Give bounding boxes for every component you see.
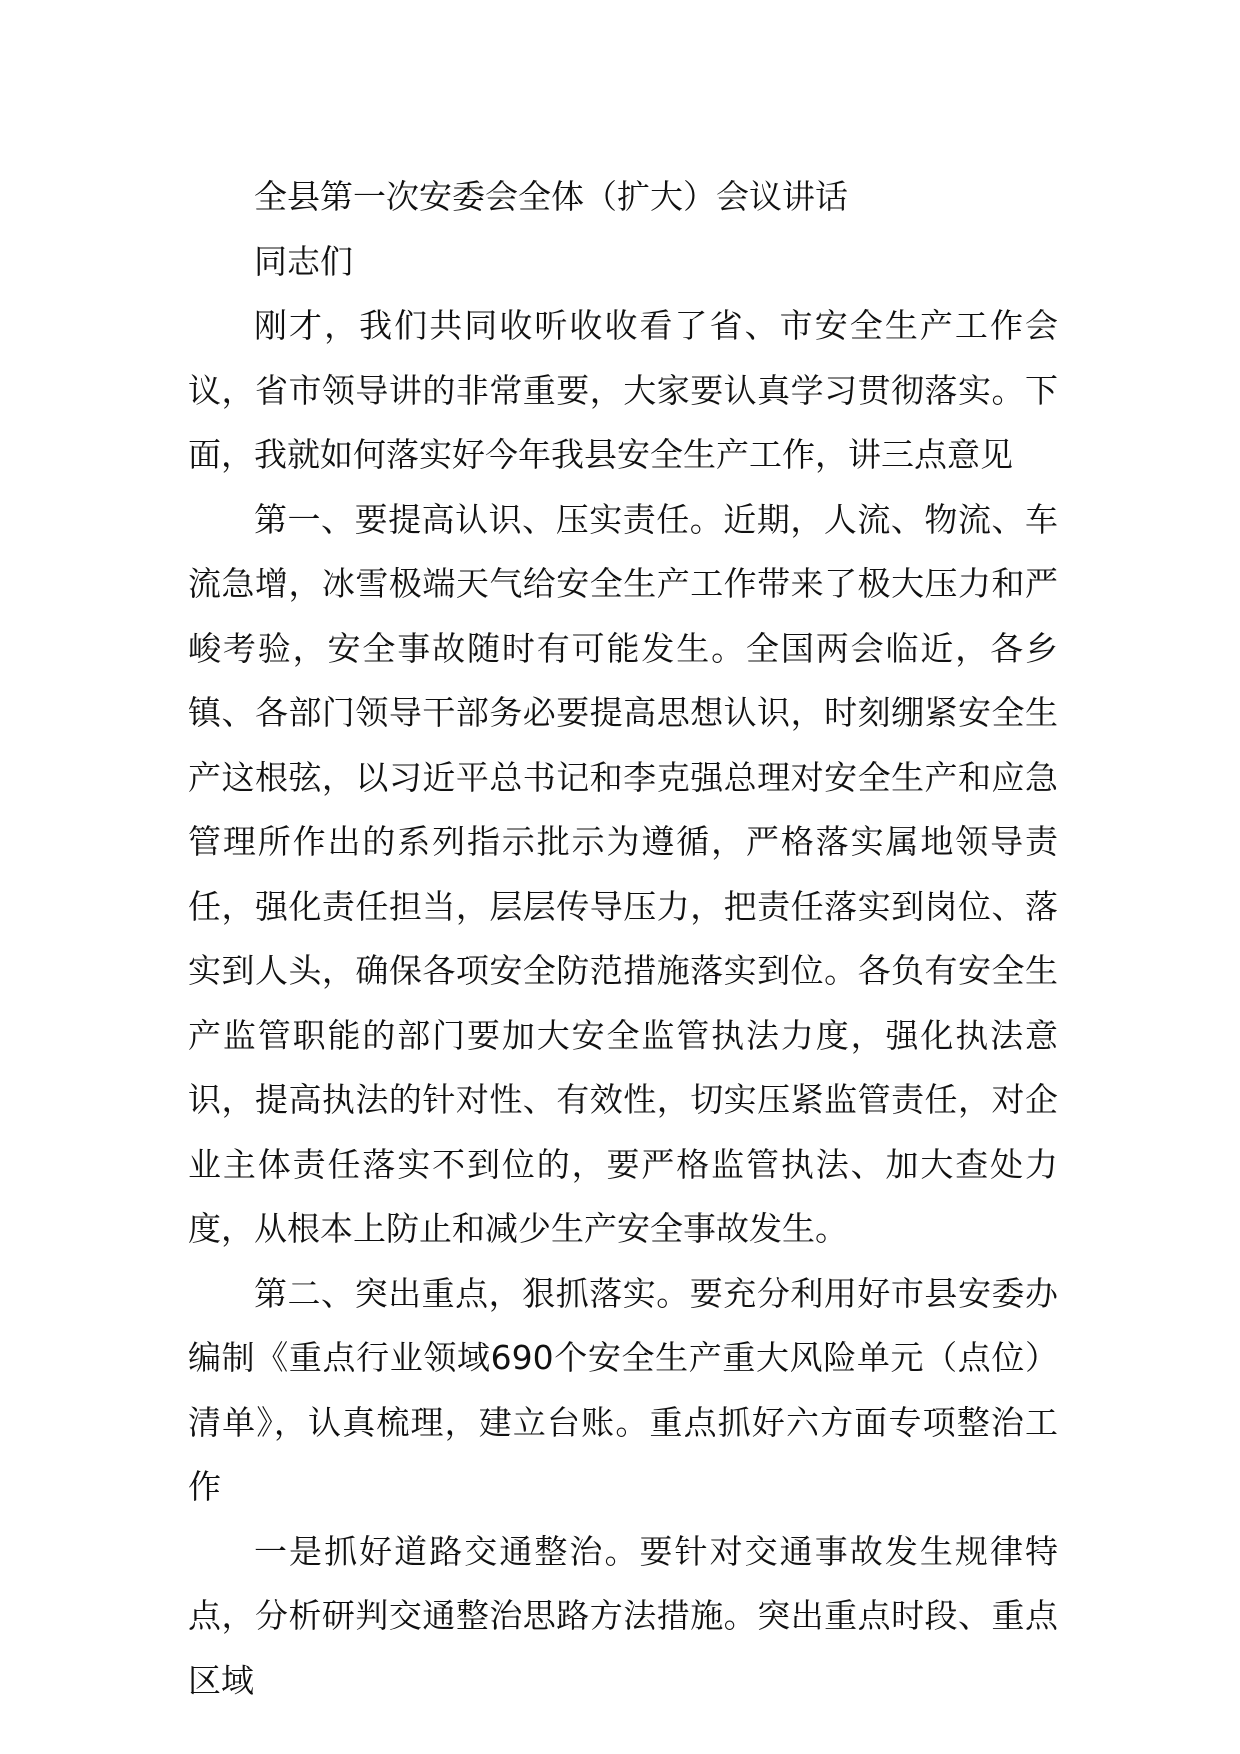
paragraph-road-traffic: 一是抓好道路交通整治。要针对交通事故发生规律特点，分析研判交通整治思路方法措施。突出重点时段、重点区域 xyxy=(188,1531,1058,1700)
paragraph-intro: 刚才，我们共同收听收收看了省、市安全生产工作会议，省市领导讲的非常重要，大家要认真学习贯彻落实。下面，我就如何落实好今年我县安全生产工作，讲三点意见 xyxy=(188,306,1058,474)
paragraph-second-point: 第二、突出重点，狠抓落实。要充分利用好市县安委办编制《重点行业领域690个安全生产重大风险单元（点位）清单》，认真梳理，建立台账。重点抓好六方面专项整治工作 xyxy=(188,1273,1058,1506)
document-title: 全县第一次安委会全体（扩大）会议讲话 xyxy=(254,177,848,216)
paragraph-first-point: 第一、要提高认识、压实责任。近期，人流、物流、车流急增，冰雪极端天气给安全生产工作带来了极大压力和严峻考验，安全事故随时有可能发生。全国两会临近，各乡镇、各部门领导干部务必要提高思想认识，时刻绷紧安全生产这根弦，以习近平总书记和李克强总理对安全生产和应急管理所作出的系列指示批示为遵循，严格落实属地领导责任，强化责任担当，层层传导压力，把责任落实到岗位、落实到人头，确保各项安全防范措施落实到位。各负有安全生产监管职能的部门要加大安全监管执法力度，强化执法意识，提高执法的针对性、有效性，切实压紧监管责任，对企业主体责任落实不到位的，要严格监管执法、加大查处力度，从根本上防止和减少生产安全事故发生。 xyxy=(188,499,1058,1248)
salutation: 同志们 xyxy=(254,241,353,281)
document-body xyxy=(188,165,1058,1713)
